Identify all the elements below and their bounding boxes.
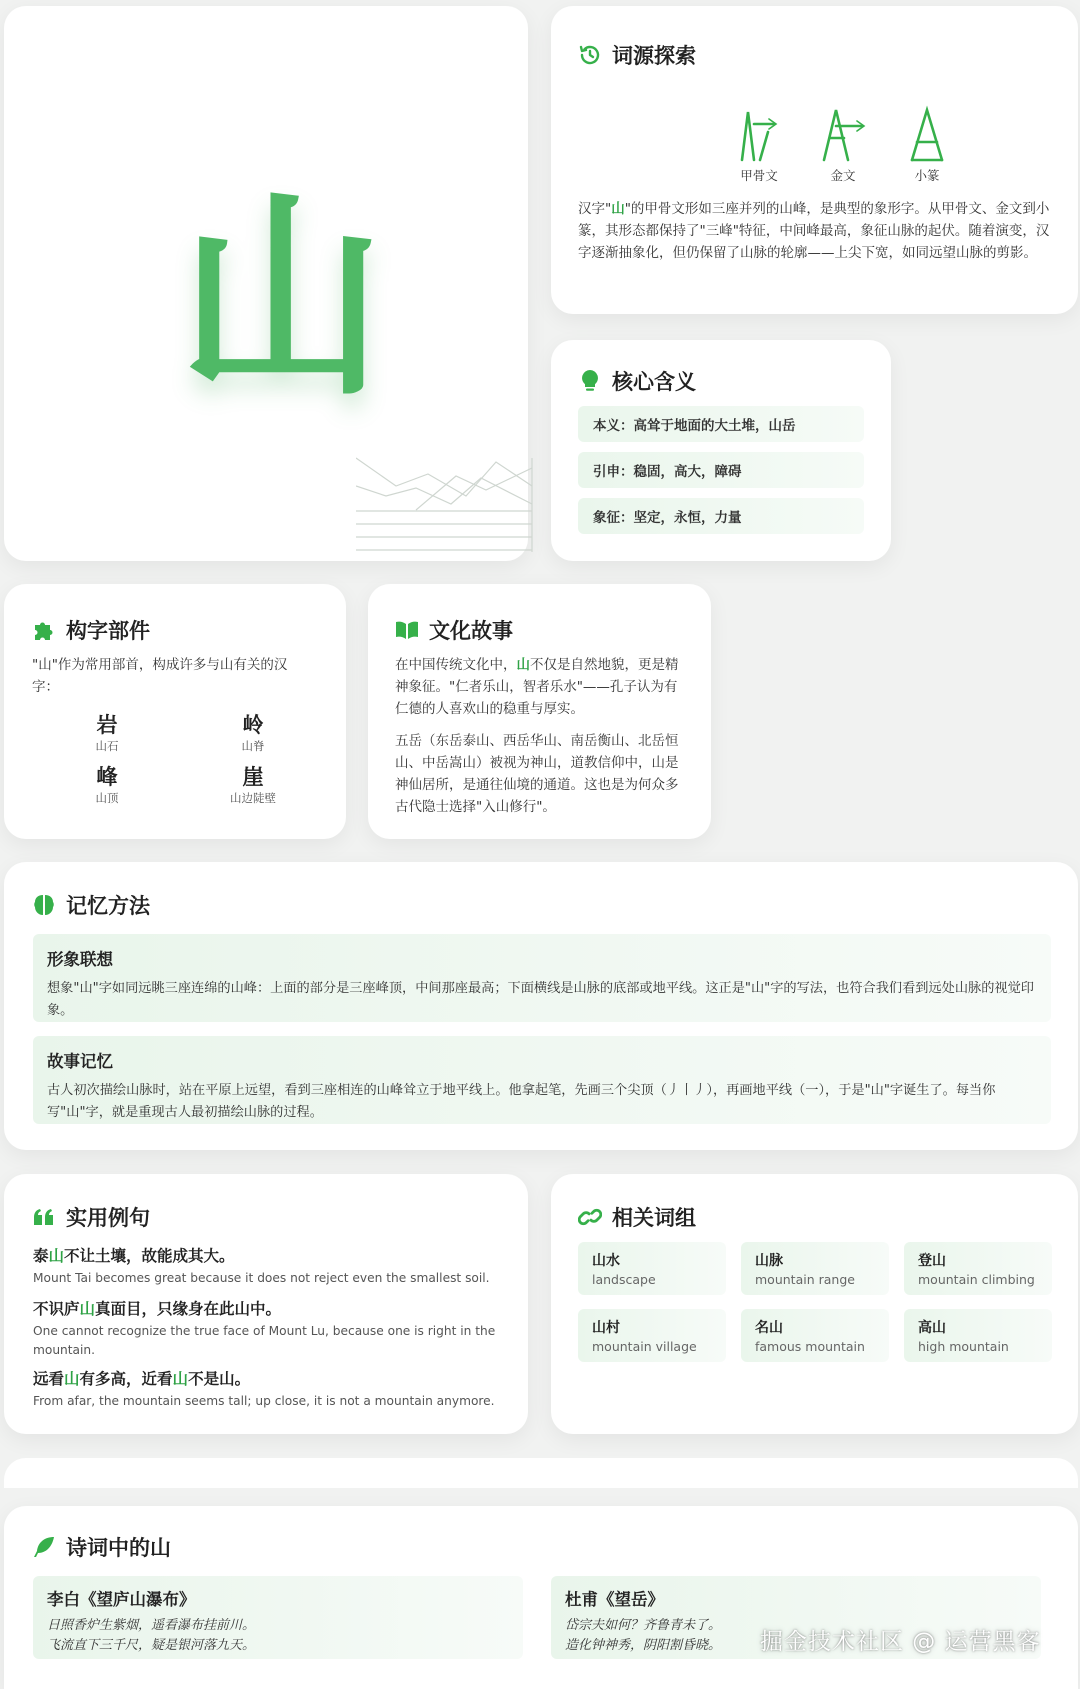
memory-block-text: 古人初次描绘山脉时，站在平原上远望，看到三座相连的山峰耸立于地平线上。他拿起笔，先画三个尖顶（丿丨丿），再画地平线（一），于是"山"字诞生了。每当你写"山"字，就是重现古人最初描绘山脉的过程。 — [47, 1083, 996, 1120]
poetry-title: 诗词中的山 — [66, 1536, 171, 1560]
memory-block-title: 形象联想 — [47, 950, 113, 969]
related-title: 相关词组 — [612, 1206, 696, 1230]
glyph-small-seal — [899, 104, 955, 184]
memory-card — [4, 862, 1078, 1150]
component-char: 岭 — [242, 713, 264, 737]
etymology-header — [578, 40, 696, 70]
brain-icon — [32, 893, 56, 917]
memory-title: 记忆方法 — [66, 894, 150, 918]
poem-line: 日照香炉生紫烟，遥看瀑布挂前川。 — [47, 1618, 256, 1633]
example-chinese: 泰山不让土壤，故能成其大。 — [33, 1247, 235, 1265]
glyph-label: 甲骨文 — [740, 168, 778, 183]
watermark: 掘金技术社区 @ 运营黑客 — [760, 1629, 1041, 1655]
core-meaning-card — [551, 340, 891, 561]
component-item — [180, 712, 326, 754]
poem-line: 造化钟神秀，阴阳割昏晓。 — [565, 1638, 722, 1653]
examples-card — [4, 1174, 528, 1434]
memory-block-image — [33, 934, 1051, 1022]
glyph-evolution — [731, 104, 955, 184]
components-grid — [34, 712, 326, 806]
component-char: 峰 — [96, 765, 118, 789]
example-chinese: 不识庐山真面目，只缘身在此山中。 — [33, 1300, 282, 1318]
quote-icon — [32, 1205, 56, 1229]
etymology-title: 词源探索 — [612, 44, 696, 68]
related-grid — [578, 1242, 1052, 1362]
meaning-item-extended: 引申：稳固，高大，障碍 — [578, 452, 864, 488]
poem-block — [33, 1576, 523, 1659]
components-header — [32, 615, 150, 645]
component-char: 岩 — [96, 713, 118, 737]
related-header — [578, 1202, 696, 1232]
glyph-bronze — [815, 104, 871, 184]
related-word-item: 登山 mountain climbing — [904, 1242, 1052, 1295]
related-word-item: 山脉 mountain range — [741, 1242, 889, 1295]
related-word-item: 高山 high mountain — [904, 1309, 1052, 1362]
glyph-label: 小篆 — [914, 168, 940, 183]
etymology-paragraph: 汉字"山"的甲骨文形如三座并列的山峰，是典型的象形字。从甲骨文、金文到小篆，其形态都保持了"三峰"特征，中间峰最高，象征山脉的起伏。随着演变，汉字逐渐抽象化，但仍保留了山脉的轮廓——上尖下宽，如同远望山脉的剪影。 — [578, 201, 1050, 261]
empty-card-strip — [4, 1458, 1078, 1488]
component-meaning: 山边陡壁 — [230, 791, 276, 805]
meaning-item-original: 本义：高耸于地面的大土堆，山岳 — [578, 406, 864, 442]
component-meaning: 山石 — [95, 739, 119, 753]
hero-character: 山 — [179, 170, 384, 426]
related-card — [551, 1174, 1078, 1434]
puzzle-icon — [32, 618, 56, 642]
highlight-character: 山 — [516, 657, 530, 673]
memory-block-story — [33, 1036, 1051, 1124]
lightbulb-icon — [578, 369, 602, 393]
meaning-item-symbolic: 象征：坚定，永恒，力量 — [578, 498, 864, 534]
related-word-item: 名山 famous mountain — [741, 1309, 889, 1362]
culture-paragraph-2: 五岳（东岳泰山、西岳华山、南岳衡山、北岳恒山、中岳嵩山）被视为神山，道教信仰中，山是神仙居所，是通往仙境的通道。这也是为何众多古代隐士选择"入山修行"。 — [395, 733, 679, 815]
poem-line: 岱宗夫如何？齐鲁青未了。 — [565, 1618, 722, 1633]
poem-title: 李白《望庐山瀑布》 — [47, 1590, 196, 1609]
component-item — [180, 764, 326, 806]
bronze-glyph-icon — [818, 104, 868, 164]
memory-header — [32, 890, 150, 920]
poem-title: 杜甫《望岳》 — [565, 1590, 664, 1609]
poetry-header — [32, 1532, 171, 1562]
examples-header — [32, 1202, 150, 1232]
component-char: 崖 — [242, 765, 264, 789]
poetry-card — [4, 1506, 1078, 1689]
core-meaning-title: 核心含义 — [612, 370, 696, 394]
open-book-icon — [395, 618, 419, 642]
memory-block-title: 故事记忆 — [47, 1052, 113, 1071]
related-word-item: 山水 landscape — [578, 1242, 726, 1295]
components-card — [4, 584, 346, 839]
example-sentence — [33, 1244, 503, 1288]
components-title: 构字部件 — [66, 619, 150, 643]
example-chinese: 远看山有多高，近看山不是山。 — [33, 1370, 251, 1388]
example-sentence — [33, 1367, 503, 1411]
small-seal-glyph-icon — [902, 104, 952, 164]
culture-title: 文化故事 — [429, 619, 513, 643]
component-item — [34, 712, 180, 754]
related-word-item: 山村 mountain village — [578, 1309, 726, 1362]
etymology-card — [551, 6, 1078, 314]
oracle-bone-glyph-icon — [734, 104, 784, 164]
history-icon — [578, 43, 602, 67]
memory-block-text: 想象"山"字如同远眺三座连绵的山峰：上面的部分是三座峰顶，中间那座最高；下面横线是山脉的底部或地平线。这正是"山"字的写法，也符合我们看到远处山脉的视觉印象。 — [47, 981, 1034, 1018]
components-intro: "山"作为常用部首，构成许多与山有关的汉字： — [32, 657, 288, 695]
poem-line: 飞流直下三千尺，疑是银河落九天。 — [47, 1638, 256, 1653]
example-english: One cannot recognize the true face of Mount Lu, because one is right in the mountain. — [33, 1324, 496, 1357]
feather-icon — [32, 1535, 56, 1559]
hero-card — [4, 6, 528, 561]
component-item — [34, 764, 180, 806]
example-english: From afar, the mountain seems tall; up close, it is not a mountain anymore. — [33, 1394, 495, 1408]
component-meaning: 山脊 — [241, 739, 265, 753]
culture-card — [368, 584, 711, 839]
culture-header — [395, 615, 513, 645]
link-icon — [578, 1205, 602, 1229]
glyph-oracle-bone — [731, 104, 787, 184]
component-meaning: 山顶 — [95, 791, 119, 805]
culture-paragraph-1: 在中国传统文化中，山不仅是自然地貌，更是精神象征。"仁者乐山，智者乐水"——孔子认为有仁德的人喜欢山的稳重与厚实。 — [395, 657, 679, 717]
example-english: Mount Tai becomes great because it does not reject even the smallest soil. — [33, 1271, 490, 1285]
example-sentence — [33, 1297, 503, 1360]
core-meaning-header — [578, 366, 696, 396]
decorative-chart-graphic — [356, 456, 536, 556]
glyph-label: 金文 — [830, 168, 856, 183]
highlight-character: 山 — [611, 201, 625, 217]
examples-title: 实用例句 — [66, 1206, 150, 1230]
